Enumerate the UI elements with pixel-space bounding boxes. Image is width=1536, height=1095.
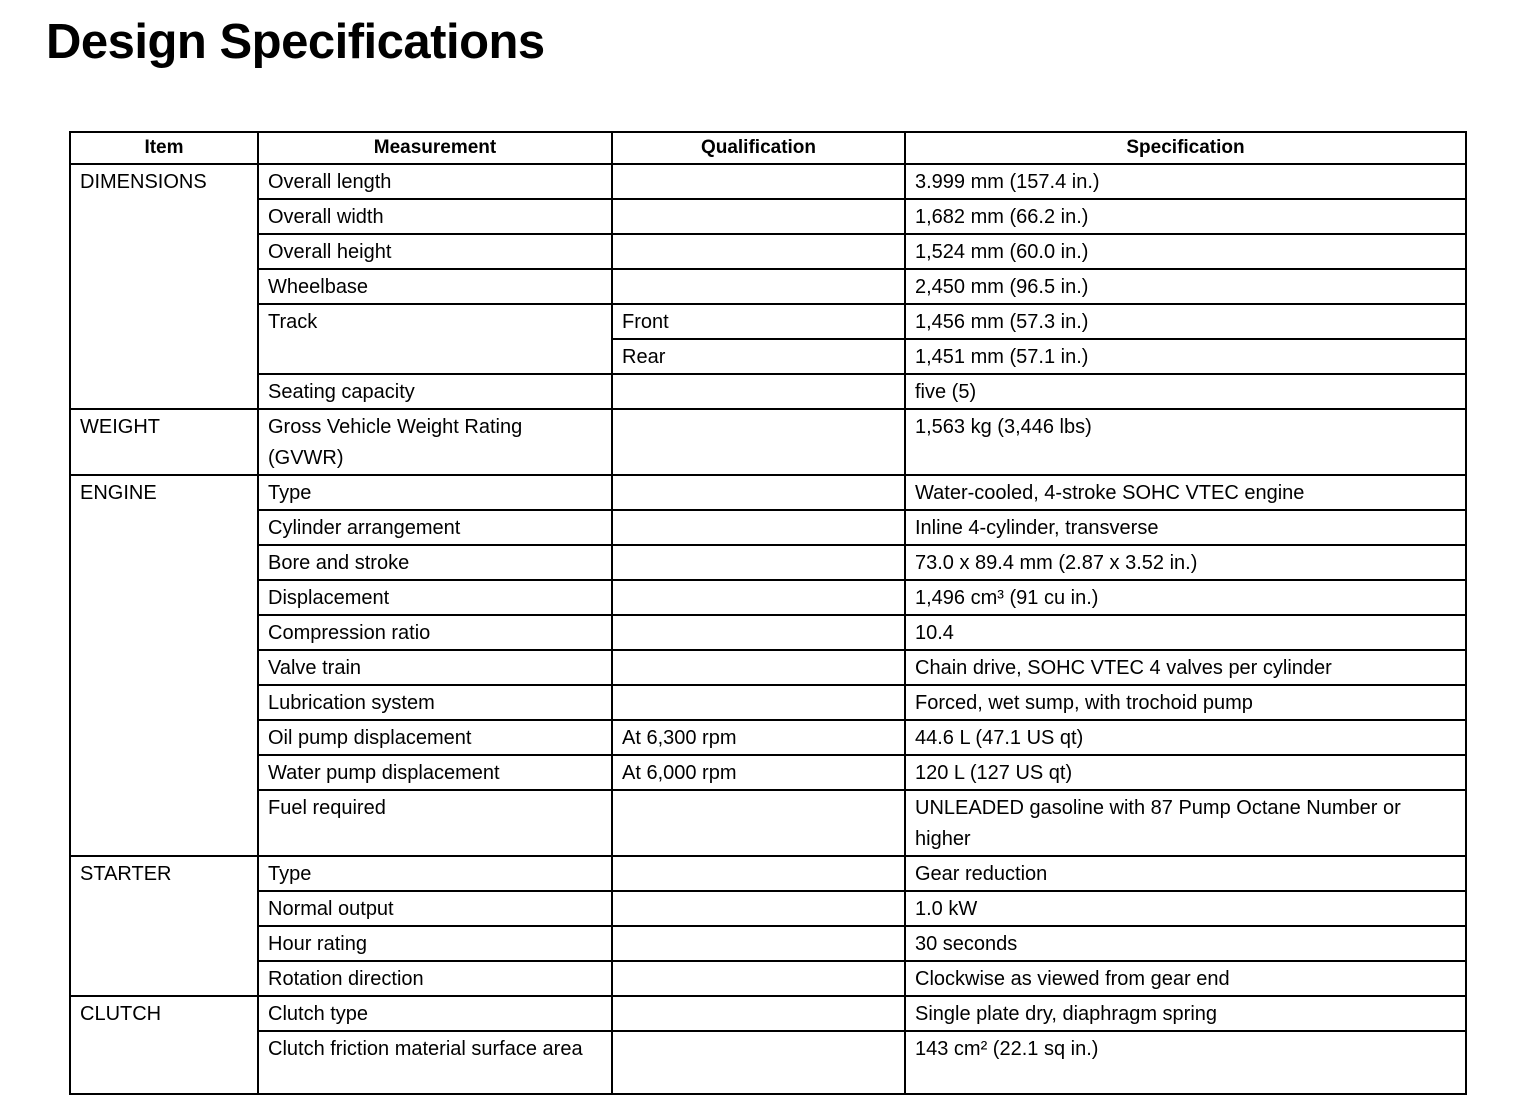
qualification-cell: Front [612, 304, 905, 339]
qualification-cell [612, 545, 905, 580]
qualification-cell [612, 790, 905, 856]
specification-cell: Clockwise as viewed from gear end [905, 961, 1466, 996]
table-row [70, 961, 1466, 996]
measurement-cell: Valve train [258, 650, 612, 685]
measurement-cell: Overall height [258, 234, 612, 269]
specification-cell: Inline 4-cylinder, transverse [905, 510, 1466, 545]
measurement-cell: Track [258, 304, 612, 374]
measurement-cell: Overall width [258, 199, 612, 234]
table-row [70, 234, 1466, 269]
specification-cell: Single plate dry, diaphragm spring [905, 996, 1466, 1031]
table-row [70, 409, 1466, 475]
specification-cell: 1,524 mm (60.0 in.) [905, 234, 1466, 269]
measurement-cell: Clutch type [258, 996, 612, 1031]
table-row [70, 856, 1466, 891]
table-row [70, 304, 1466, 339]
table-row [70, 545, 1466, 580]
qualification-cell [612, 409, 905, 475]
qualification-cell [612, 615, 905, 650]
table-row [70, 720, 1466, 755]
qualification-cell [612, 996, 905, 1031]
measurement-cell: Bore and stroke [258, 545, 612, 580]
specification-cell: 10.4 [905, 615, 1466, 650]
qualification-cell [612, 685, 905, 720]
table-row [70, 269, 1466, 304]
qualification-cell [612, 650, 905, 685]
specification-cell: Water-cooled, 4-stroke SOHC VTEC engine [905, 475, 1466, 510]
specification-cell: 1,496 cm³ (91 cu in.) [905, 580, 1466, 615]
qualification-cell [612, 926, 905, 961]
measurement-cell: Cylinder arrangement [258, 510, 612, 545]
qualification-cell [612, 475, 905, 510]
qualification-cell: At 6,300 rpm [612, 720, 905, 755]
qualification-cell [612, 1031, 905, 1094]
measurement-cell: Hour rating [258, 926, 612, 961]
measurement-cell: Rotation direction [258, 961, 612, 996]
header-qualification: Qualification [612, 132, 905, 164]
specification-cell: UNLEADED gasoline with 87 Pump Octane Number or higher [905, 790, 1466, 856]
qualification-cell [612, 164, 905, 199]
group-item-engine: ENGINE [70, 475, 258, 856]
table-row [70, 1031, 1466, 1094]
qualification-cell [612, 580, 905, 615]
specification-cell: Gear reduction [905, 856, 1466, 891]
header-item: Item [70, 132, 258, 164]
table-row [70, 510, 1466, 545]
page-title: Design Specifications [46, 15, 545, 69]
table-row [70, 475, 1466, 510]
specification-cell: 1,563 kg (3,446 lbs) [905, 409, 1466, 475]
measurement-cell: Overall length [258, 164, 612, 199]
table-row [70, 580, 1466, 615]
specification-cell: 2,450 mm (96.5 in.) [905, 269, 1466, 304]
specification-cell: 44.6 L (47.1 US qt) [905, 720, 1466, 755]
measurement-cell: Compression ratio [258, 615, 612, 650]
group-item-dimensions: DIMENSIONS [70, 164, 258, 409]
group-item-starter: STARTER [70, 856, 258, 996]
measurement-cell: Type [258, 475, 612, 510]
specification-cell: 1.0 kW [905, 891, 1466, 926]
qualification-cell [612, 374, 905, 409]
measurement-cell: Displacement [258, 580, 612, 615]
measurement-cell: Oil pump displacement [258, 720, 612, 755]
qualification-cell: Rear [612, 339, 905, 374]
specification-cell: 3.999 mm (157.4 in.) [905, 164, 1466, 199]
qualification-cell [612, 199, 905, 234]
specification-cell: 30 seconds [905, 926, 1466, 961]
measurement-cell: Lubrication system [258, 685, 612, 720]
measurement-cell: Type [258, 856, 612, 891]
group-item-clutch: CLUTCH [70, 996, 258, 1094]
table-row [70, 755, 1466, 790]
header-specification: Specification [905, 132, 1466, 164]
header-row [70, 132, 1466, 164]
qualification-cell [612, 891, 905, 926]
measurement-cell: Gross Vehicle Weight Rating (GVWR) [258, 409, 612, 475]
table-row [70, 685, 1466, 720]
group-item-weight: WEIGHT [70, 409, 258, 475]
table-row [70, 164, 1466, 199]
table-row [70, 615, 1466, 650]
measurement-cell: Fuel required [258, 790, 612, 856]
qualification-cell [612, 234, 905, 269]
specification-cell: Forced, wet sump, with trochoid pump [905, 685, 1466, 720]
measurement-cell: Normal output [258, 891, 612, 926]
qualification-cell [612, 269, 905, 304]
table-row [70, 790, 1466, 856]
table-row [70, 374, 1466, 409]
header-measurement: Measurement [258, 132, 612, 164]
measurement-cell: Wheelbase [258, 269, 612, 304]
specification-cell: 73.0 x 89.4 mm (2.87 x 3.52 in.) [905, 545, 1466, 580]
table-row [70, 926, 1466, 961]
qualification-cell [612, 961, 905, 996]
specification-cell: 1,451 mm (57.1 in.) [905, 339, 1466, 374]
spec-table [69, 131, 1467, 1095]
qualification-cell [612, 510, 905, 545]
table-row [70, 891, 1466, 926]
specification-cell: five (5) [905, 374, 1466, 409]
specification-cell: 1,682 mm (66.2 in.) [905, 199, 1466, 234]
measurement-cell: Water pump displacement [258, 755, 612, 790]
table-row [70, 199, 1466, 234]
measurement-cell: Seating capacity [258, 374, 612, 409]
qualification-cell: At 6,000 rpm [612, 755, 905, 790]
table-row [70, 996, 1466, 1031]
specification-cell: Chain drive, SOHC VTEC 4 valves per cylinder [905, 650, 1466, 685]
measurement-cell: Clutch friction material surface area [258, 1031, 612, 1094]
specification-cell: 1,456 mm (57.3 in.) [905, 304, 1466, 339]
qualification-cell [612, 856, 905, 891]
table-row [70, 650, 1466, 685]
specification-cell: 120 L (127 US qt) [905, 755, 1466, 790]
specification-cell: 143 cm² (22.1 sq in.) [905, 1031, 1466, 1094]
